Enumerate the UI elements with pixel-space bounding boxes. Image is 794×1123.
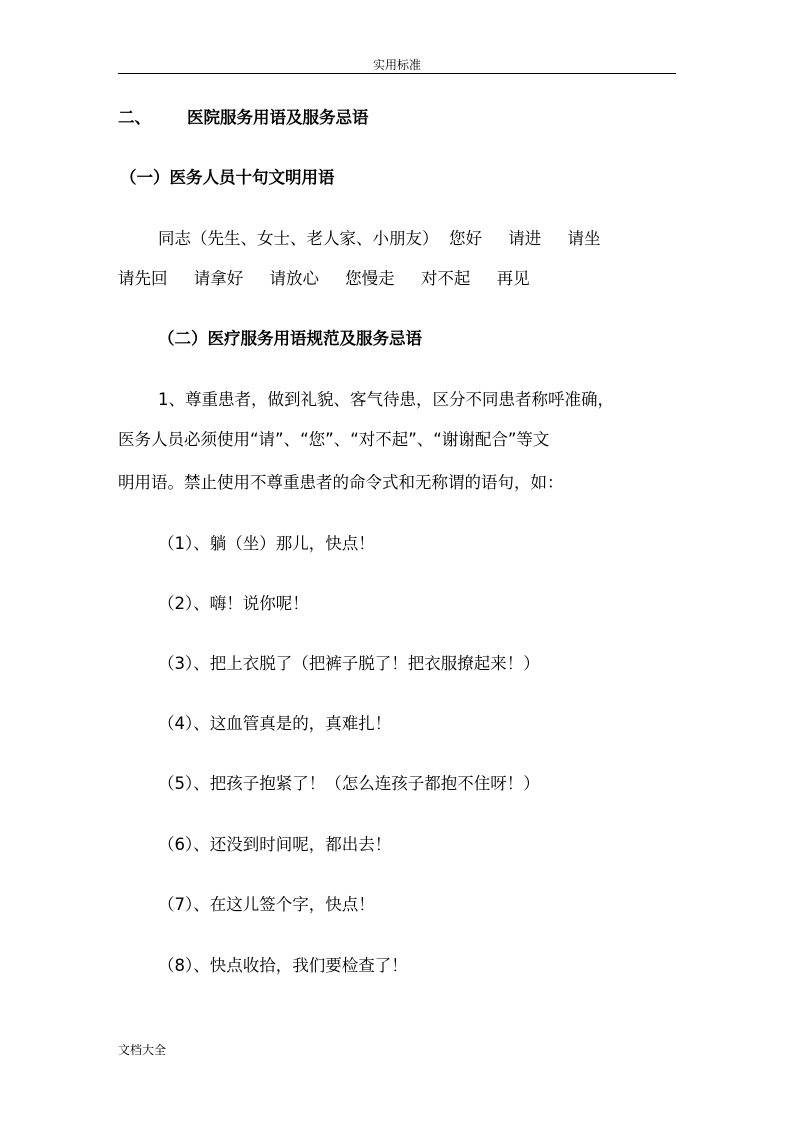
subsection-2-title: （二）医疗服务用语规范及服务忌语 bbox=[158, 329, 422, 348]
example-item: （5）、把孩子抱紧了！（怎么连孩子都抱不住呀！） bbox=[158, 774, 540, 793]
example-item: （6）、还没到时间呢，都出去！ bbox=[158, 835, 392, 854]
paragraph-line-2: 医务人员必须使用“请”、“您”、“对不起”、“谢谢配合”等文 bbox=[118, 430, 550, 449]
example-item: （1）、躺（坐）那儿，快点！ bbox=[158, 534, 375, 553]
civil-phrases-line-1: 同志（先生、女士、老人家、小朋友） 您好 请进 请坐 bbox=[158, 229, 601, 248]
section-number: 二、 bbox=[118, 108, 151, 127]
example-item: （8）、快点收拾，我们要检查了！ bbox=[158, 956, 408, 975]
page-header: 实用标准 bbox=[372, 58, 421, 72]
subsection-1-title: （一）医务人员十句文明用语 bbox=[120, 168, 335, 187]
header-divider bbox=[118, 73, 676, 74]
example-item: （2）、嗨！说你呢！ bbox=[158, 594, 309, 613]
section-title: 医院服务用语及服务忌语 bbox=[187, 108, 369, 127]
example-item: （7）、在这儿签个字，快点！ bbox=[158, 895, 375, 914]
page-footer: 文档大全 bbox=[118, 1043, 167, 1057]
civil-phrases-line-2: 请先回 请拿好 请放心 您慢走 对不起 再见 bbox=[118, 269, 530, 288]
example-item: （3）、把上衣脱了（把裤子脱了！把衣服撩起来！） bbox=[158, 654, 540, 673]
paragraph-line-3: 明用语。禁止使用不尊重患者的命令式和无称谓的语句，如： bbox=[118, 473, 564, 492]
example-item: （4）、这血管真是的，真难扎！ bbox=[158, 714, 392, 733]
paragraph-line-1: 1、尊重患者，做到礼貌、客气待患，区分不同患者称呼准确， bbox=[158, 390, 614, 409]
